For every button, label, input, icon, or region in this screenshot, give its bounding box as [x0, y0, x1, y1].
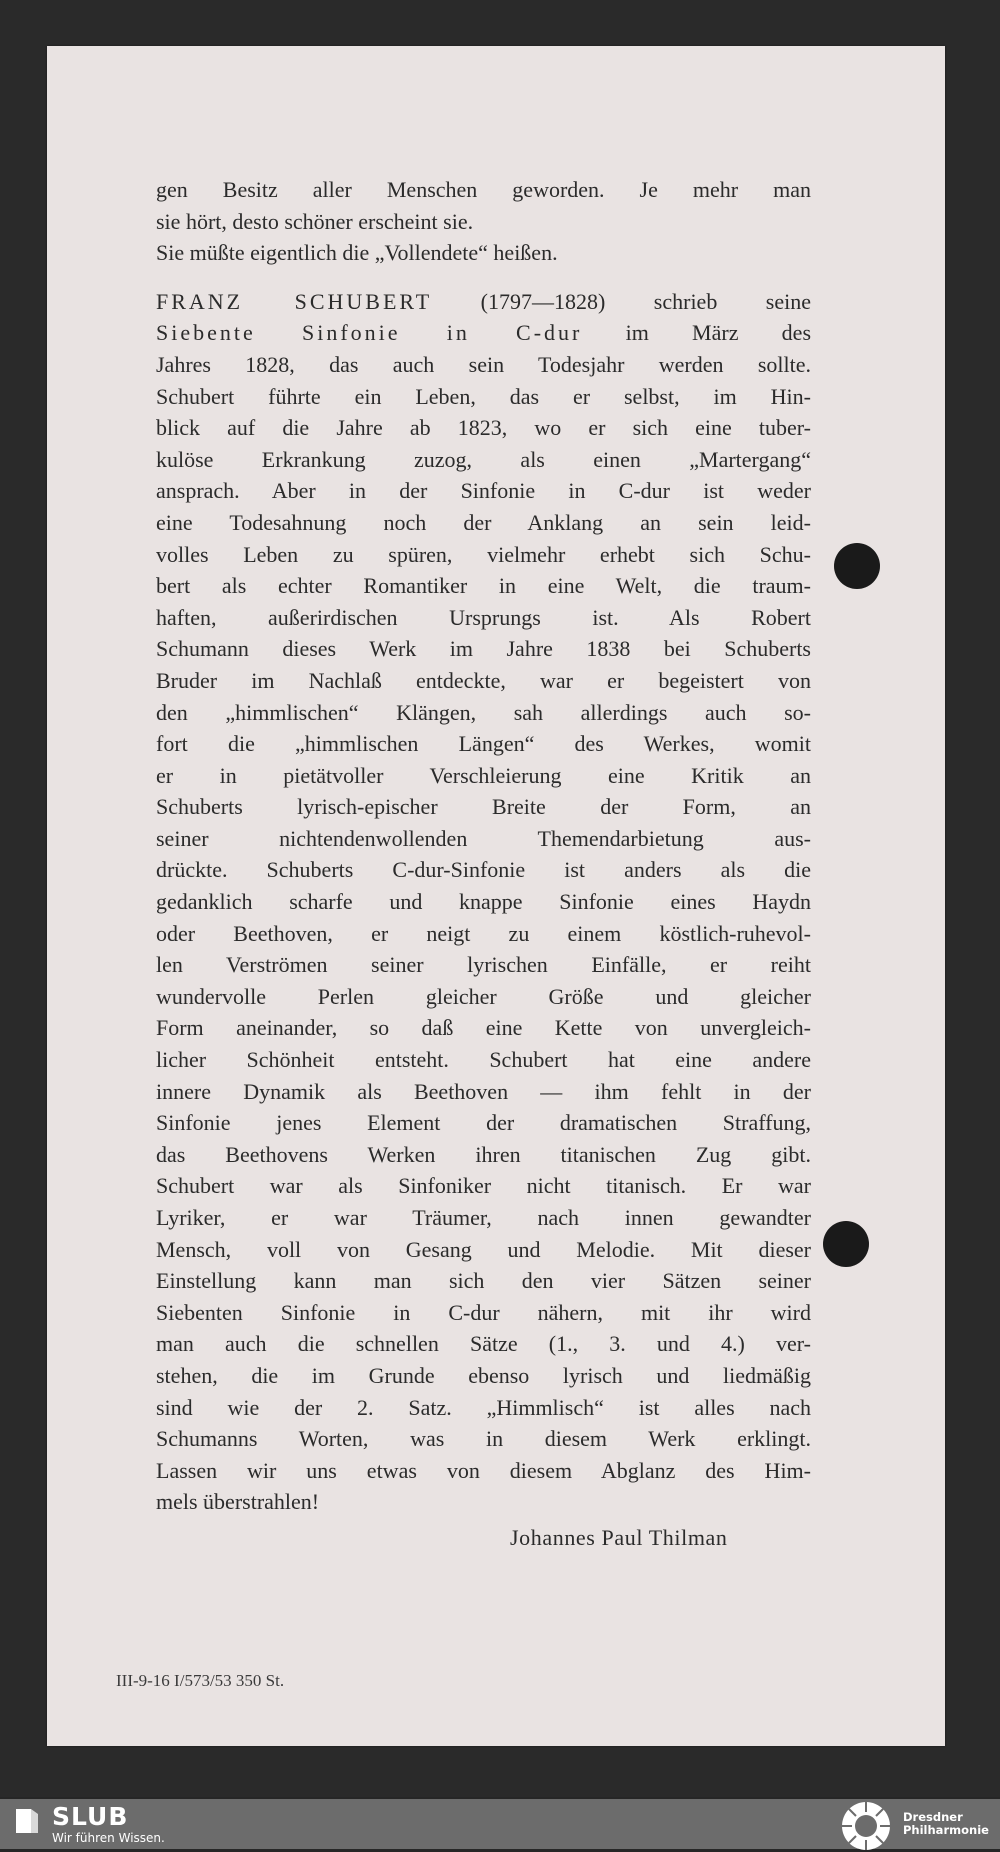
- library-name[interactable]: SLUB: [52, 1802, 129, 1831]
- body-line: Schumanns Worten, was in diesem Werk erklingt.: [156, 1426, 811, 1452]
- body-line: eine Todesahnung noch der Anklang an sein leid-: [156, 509, 811, 535]
- body-line: Mensch, voll von Gesang und Melodie. Mit dieser: [156, 1236, 811, 1262]
- body-line: Sinfonie jenes Element der dramatischen Straffung,: [156, 1110, 811, 1136]
- body-line: bert als echter Romantiker in eine Welt, die traum-: [156, 573, 811, 599]
- body-line: den „himmlischen“ Klängen, sah allerdings auch so-: [156, 699, 811, 725]
- program-note-text: [156, 174, 811, 1518]
- body-line: Einstellung kann man sich den vier Sätzen seiner: [156, 1268, 811, 1294]
- body-line: haften, außerirdischen Ursprungs ist. Als Robert: [156, 604, 811, 630]
- body-line: wundervolle Perlen gleicher Größe und gleicher: [156, 983, 811, 1009]
- body-line: seiner nichtendenwollenden Themendarbietung aus-: [156, 825, 811, 851]
- body-line: fort die „himmlischen Längen“ des Werkes, womit: [156, 731, 811, 757]
- body-line: Schubert führte ein Leben, das er selbst, im Hin-: [156, 383, 811, 409]
- intro-line-3: Sie müßte eigentlich die „Vollendete“ heißen.: [156, 240, 558, 266]
- body-lines: [156, 349, 811, 1518]
- body-line: Schubert war als Sinfoniker nicht titanisch. Er war: [156, 1173, 811, 1199]
- body-line: licher Schönheit entsteht. Schubert hat eine andere: [156, 1047, 811, 1073]
- body-line: man auch die schnellen Sätze (1., 3. und 4.) ver-: [156, 1331, 811, 1357]
- body-line: Lyriker, er war Träumer, nach innen gewandter: [156, 1205, 811, 1230]
- viewer-footer: [0, 1799, 1000, 1849]
- slub-logo-icon: [14, 1806, 40, 1836]
- library-tagline: Wir führen Wissen.: [52, 1831, 165, 1845]
- body-line: oder Beethoven, er neigt zu einem köstlich-ruhevol-: [156, 920, 811, 946]
- intro-line-1: gen Besitz aller Menschen geworden. Je mehr man: [156, 177, 811, 202]
- body-line-work: [156, 317, 811, 349]
- body-line: gedanklich scharfe und knappe Sinfonie eines Haydn: [156, 889, 811, 915]
- body-line: volles Leben zu spüren, vielmehr erhebt sich Schu-: [156, 541, 811, 567]
- punch-hole-lower: [823, 1221, 869, 1267]
- paragraph-gap: [156, 269, 811, 286]
- partner-name-line-2: Philharmonie: [903, 1823, 989, 1837]
- body-line: Siebenten Sinfonie in C-dur nähern, mit ihr wird: [156, 1299, 811, 1325]
- body-line: ansprach. Aber in der Sinfonie in C-dur ist weder: [156, 478, 811, 504]
- body-line: Lassen wir uns etwas von diesem Abglanz des Him-: [156, 1457, 811, 1483]
- author-signature: Johannes Paul Thilman: [510, 1525, 728, 1550]
- body-line: Form aneinander, so daß eine Kette von unvergleich-: [156, 1015, 811, 1041]
- body-line: innere Dynamik als Beethoven — ihm fehlt in der: [156, 1078, 811, 1104]
- body-line: Schuberts lyrisch-epischer Breite der Form, an: [156, 794, 811, 820]
- body-line: das Beethovens Werken ihren titanischen Zug gibt.: [156, 1141, 811, 1167]
- composer-dates: (1797—1828) schrieb seine: [480, 288, 812, 314]
- body-line: stehen, die im Grunde ebenso lyrisch und liedmäßig: [156, 1362, 811, 1388]
- body-line: drückte. Schuberts C-dur-Sinfonie ist anders als die: [156, 857, 811, 883]
- body-line: Schumann dieses Werk im Jahre 1838 bei Schuberts: [156, 636, 811, 662]
- body-line: kulöse Erkrankung zuzog, als einen „Martergang“: [156, 446, 811, 472]
- body-line: mels überstrahlen!: [156, 1489, 320, 1515]
- body-line: Bruder im Nachlaß entdeckte, war er begeistert von: [156, 667, 811, 693]
- punch-hole-upper: [834, 543, 880, 589]
- print-code: III-9-16 I/573/53 350 St.: [116, 1671, 285, 1690]
- partner-name[interactable]: [903, 1811, 989, 1837]
- composer-name: FRANZ SCHUBERT: [156, 288, 433, 314]
- intro-line-2: sie hört, desto schöner erscheint sie.: [156, 208, 474, 234]
- body-line: er in pietätvoller Verschleierung eine Kritik an: [156, 762, 811, 788]
- body-line: len Verströmen seiner lyrischen Einfälle, er reiht: [156, 952, 811, 978]
- body-line-composer: [156, 286, 811, 318]
- work-date: im März des: [625, 320, 812, 346]
- body-line: Jahres 1828, das auch sein Todesjahr werden sollte.: [156, 351, 811, 377]
- partner-name-line-1: Dresdner: [903, 1810, 963, 1824]
- body-line: sind wie der 2. Satz. „Himmlisch“ ist alles nach: [156, 1394, 811, 1420]
- philharmonie-logo-icon: [840, 1800, 892, 1852]
- body-line: blick auf die Jahre ab 1823, wo er sich eine tuber-: [156, 415, 811, 441]
- work-title: Siebente Sinfonie in C-dur: [156, 320, 583, 346]
